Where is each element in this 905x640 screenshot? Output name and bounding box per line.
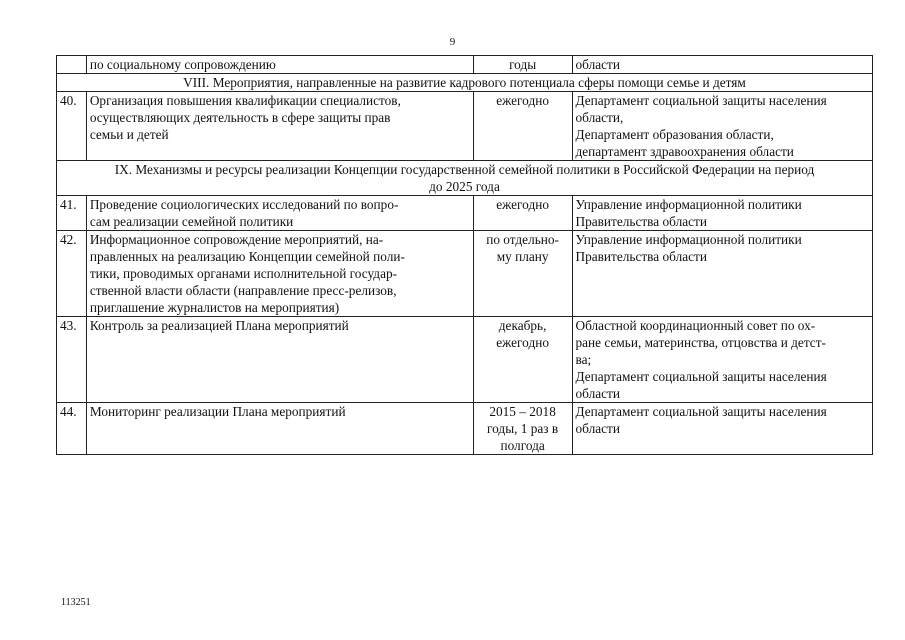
description-line: Информационное сопровождение мероприятий, на- — [89, 232, 384, 247]
responsible-line: Областной координационный совет по ох- — [575, 318, 816, 333]
description-line: Организация повышения квалификации специалистов, — [89, 93, 401, 108]
responsible-cell: области — [572, 56, 873, 74]
row-number-cell — [57, 231, 87, 317]
description-cell — [86, 231, 473, 317]
responsible-line: Департамент образования области, — [575, 127, 774, 142]
term-cell — [473, 403, 572, 455]
description-line: Проведение социологических исследований по вопро- — [89, 197, 399, 212]
description-line: сам реализации семейной политики — [89, 214, 294, 229]
term-cell — [473, 231, 572, 317]
responsible-line: Управление информационной политики — [575, 232, 802, 247]
term-cell — [473, 196, 572, 231]
term-line: му плану — [496, 249, 549, 264]
term-line: декабрь, — [498, 318, 547, 333]
section-heading-line: IX. Механизмы и ресурсы реализации Концепции государственной семейной политики в Российской Федерации на период — [114, 162, 815, 177]
row-number-line: 43. — [60, 318, 77, 333]
section-heading-line: до 2025 года — [429, 179, 500, 194]
term-line: ежегодно — [496, 335, 549, 350]
document-code: 113251 — [61, 597, 91, 608]
responsible-line: Департамент социальной защиты населения — [575, 93, 827, 108]
measures-table — [56, 55, 873, 455]
responsible-line: области — [575, 421, 620, 436]
term-line: 2015 – 2018 — [489, 404, 556, 419]
row-number-cell — [57, 92, 87, 161]
responsible-line: Департамент социальной защиты населения — [575, 369, 827, 384]
page-number: 9 — [449, 36, 456, 48]
table-row — [57, 92, 873, 161]
description-line: осуществляющих деятельность в сфере защиты прав — [89, 110, 391, 125]
term-line: годы, 1 раз в — [487, 421, 559, 436]
responsible-cell — [572, 196, 873, 231]
row-number-cell — [57, 56, 87, 74]
term-line: ежегодно — [496, 93, 549, 108]
table-row — [57, 403, 873, 455]
description-line: приглашение журналистов на мероприятия) — [89, 300, 340, 315]
description-line: тики, проводимых органами исполнительной государ- — [89, 266, 398, 281]
table-row — [57, 317, 873, 403]
section-heading-row — [57, 74, 873, 92]
row-number-line: 44. — [60, 404, 77, 419]
term-cell: годы — [473, 56, 572, 74]
section-heading — [57, 161, 873, 196]
description-line: ственной власти области (направление пресс-релизов, — [89, 283, 397, 298]
responsible-line: ва; — [575, 352, 592, 367]
responsible-line: области — [575, 386, 620, 401]
row-number-line: 41. — [60, 197, 77, 212]
row-number-cell — [57, 317, 87, 403]
row-number-cell — [57, 196, 87, 231]
description-line: Мониторинг реализации Плана мероприятий — [89, 404, 346, 419]
table-row — [57, 231, 873, 317]
row-number-line: 42. — [60, 232, 77, 247]
description-line: правленных на реализацию Концепции семейной поли- — [89, 249, 405, 264]
description-line: Контроль за реализацией Плана мероприятий — [89, 318, 349, 333]
row-number-line: 40. — [60, 93, 77, 108]
responsible-line: Департамент социальной защиты населения — [575, 404, 827, 419]
responsible-line: Управление информационной политики — [575, 197, 802, 212]
description-cell — [86, 196, 473, 231]
responsible-cell — [572, 403, 873, 455]
term-line: полгода — [500, 438, 545, 453]
section-heading: VIII. Мероприятия, направленные на развитие кадрового потенциала сферы помощи семье и детям — [57, 74, 873, 92]
responsible-cell — [572, 92, 873, 161]
responsible-cell — [572, 317, 873, 403]
term-line: по отдельно- — [486, 232, 559, 247]
table-row — [57, 56, 873, 74]
responsible-line: Правительства области — [575, 214, 707, 229]
responsible-line: Правительства области — [575, 249, 707, 264]
table-row — [57, 196, 873, 231]
responsible-line: области, — [575, 110, 624, 125]
description-cell: по социальному сопровождению — [86, 56, 473, 74]
description-cell — [86, 92, 473, 161]
description-line: семьи и детей — [89, 127, 169, 142]
responsible-line: департамент здравоохранения области — [575, 144, 794, 159]
term-cell — [473, 92, 572, 161]
row-number-cell — [57, 403, 87, 455]
description-cell — [86, 317, 473, 403]
term-cell — [473, 317, 572, 403]
term-line: ежегодно — [496, 197, 549, 212]
responsible-line: ране семьи, материнства, отцовства и детст- — [575, 335, 826, 350]
description-cell — [86, 403, 473, 455]
section-heading-row — [57, 161, 873, 196]
responsible-cell — [572, 231, 873, 317]
